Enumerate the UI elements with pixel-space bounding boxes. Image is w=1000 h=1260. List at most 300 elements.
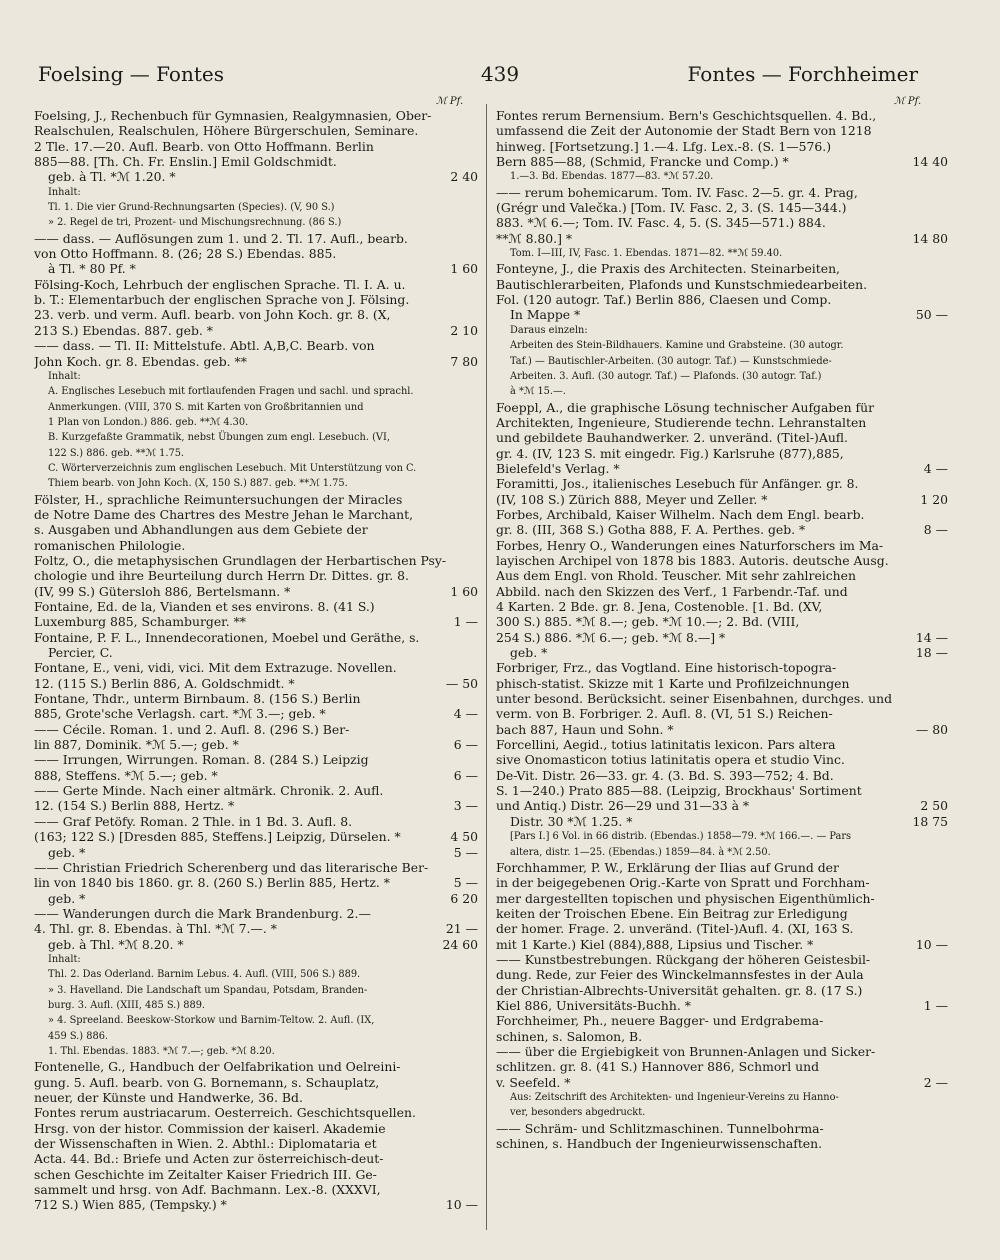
entry-price: 3 — — [453, 798, 478, 814]
catalog-line — [34, 952, 478, 967]
catalog-line — [34, 415, 478, 430]
entry-text: 4. Thl. gr. 8. Ebendas. à Thl. *ℳ 7.—. * — [34, 921, 277, 937]
entry-text: —— über die Ergiebigkeit von Brunnen-Anlagen und Sicker- — [496, 1043, 876, 1059]
catalog-line — [34, 1136, 478, 1151]
catalog-line — [496, 200, 948, 215]
entry-text: —— dass. — Tl. II: Mittelstufe. Abtl. A,B,C. Bearb. von — [34, 338, 375, 354]
entry-text: v. Seefeld. * — [496, 1074, 571, 1090]
entry-text: layischen Archipel von 1878 bis 1883. Autoris. deutsche Ausg. — [496, 552, 889, 568]
catalog-line — [34, 691, 478, 706]
catalog-line — [34, 768, 478, 783]
catalog-line — [496, 307, 948, 322]
catalog-line — [34, 706, 478, 721]
entry-price: 2 — — [923, 1074, 948, 1090]
catalog-line — [34, 139, 478, 154]
entry-text: A. Englisches Lesebuch mit fortlaufenden Fragen und sachl. und sprachl. — [48, 386, 414, 398]
catalog-line — [34, 1121, 478, 1136]
catalog-line — [496, 752, 948, 767]
right-column — [496, 108, 948, 1230]
catalog-line — [496, 783, 948, 798]
entry-text: In Mappe * — [510, 307, 581, 323]
entry-text: Aus dem Engl. von Rhold. Teuscher. Mit sehr zahlreichen — [496, 568, 856, 584]
catalog-line — [496, 507, 948, 522]
entry-text: 4 Karten. 2 Bde. gr. 8. Jena, Costenoble. [1. Bd. (XV, — [496, 599, 823, 614]
catalog-line — [496, 967, 948, 982]
entry-text: —— Gerte Minde. Nach einer altmärk. Chronik. 2. Aufl. — [34, 783, 384, 799]
catalog-line — [496, 568, 948, 583]
entry-text: Foeppl, A., die graphische Lösung technischer Aufgaben für — [496, 399, 875, 415]
entry-text: Thiem bearb. von John Koch. (X, 150 S.) 887. geb. **ℳ 1.75. — [48, 478, 348, 490]
entry-text: Taf.) — Bautischler-Arbeiten. (30 autogr. Taf.) — Kunstschmiede- — [510, 355, 832, 367]
catalog-line — [34, 752, 478, 767]
catalog-line — [34, 323, 478, 338]
entry-text: der Wissenschaften in Wien. 2. Abthl.: Diplomataria et — [34, 1136, 377, 1152]
entry-text: (IV, 99 S.) Gütersloh 886, Bertelsmann. * — [34, 583, 291, 599]
entry-text: 213 S.) Ebendas. 887. geb. * — [34, 322, 213, 338]
entry-text: Kiel 886, Universitäts-Buchh. * — [496, 997, 691, 1013]
catalog-line — [34, 906, 478, 921]
entry-text: **ℳ 8.80.] * — [496, 230, 573, 246]
catalog-line — [496, 384, 948, 399]
catalog-line — [496, 139, 948, 154]
entry-text: 300 S.) 885. *ℳ 8.—; geb. *ℳ 10.—; 2. Bd. (VIII, — [496, 614, 800, 630]
catalog-line — [34, 461, 478, 476]
currency-header-right: ℳ Pf. — [894, 96, 922, 107]
catalog-line — [34, 1013, 478, 1028]
catalog-line — [34, 354, 478, 369]
catalog-line — [496, 538, 948, 553]
catalog-line — [496, 630, 948, 645]
entry-text: 122 S.) 886. geb. **ℳ 1.75. — [48, 447, 185, 459]
entry-text: Forchhammer, P. W., Erklärung der Ilias auf Grund der — [496, 859, 839, 875]
catalog-line — [34, 169, 478, 184]
catalog-line — [496, 476, 948, 491]
catalog-line — [496, 215, 948, 230]
entry-text: Forbes, Henry O., Wanderungen eines Naturforschers im Ma- — [496, 537, 884, 553]
entry-price: 4 — — [453, 706, 478, 722]
catalog-line — [496, 706, 948, 721]
entry-text: Architekten, Ingenieure, Studierende techn. Lehranstalten — [496, 414, 867, 430]
entry-text: schlitzen. gr. 8. (41 S.) Hannover 886, Schmorl und — [496, 1059, 819, 1075]
catalog-line — [34, 630, 478, 645]
entry-text: der Christian-Albrechts-Universität gehalten. gr. 8. (17 S.) — [496, 982, 863, 998]
entry-price: 4 — — [923, 460, 948, 476]
catalog-line — [34, 123, 478, 138]
entry-text: Fonteyne, J., die Praxis des Architecten. Steinarbeiten, — [496, 261, 840, 277]
running-head-right: Fontes — Forchheimer — [687, 62, 918, 86]
entry-text: —— Cécile. Roman. 1. und 2. Aufl. 8. (296 S.) Ber- — [34, 721, 350, 737]
catalog-line — [496, 338, 948, 353]
entry-text: [Pars I.] 6 Vol. in 66 distrib. (Ebendas.) 1858—79. *ℳ 166.—. — Pars — [510, 831, 852, 843]
entry-text: chologie und ihre Beurteilung durch Herrn Dr. Dittes. gr. 8. — [34, 568, 409, 584]
catalog-line — [496, 400, 948, 415]
catalog-line — [34, 814, 478, 829]
entry-text: in der beigegebenen Orig.-Karte von Spratt und Forchham- — [496, 875, 870, 891]
entry-text: (IV, 108 S.) Zürich 888, Meyer und Zeller. * — [496, 491, 768, 507]
catalog-line — [496, 921, 948, 936]
catalog-line — [34, 1044, 478, 1059]
catalog-line — [496, 354, 948, 369]
entry-text: Fontes rerum austriacarum. Oesterreich. Geschichtsquellen. — [34, 1105, 416, 1121]
running-head-left: Foelsing — Fontes — [38, 62, 224, 86]
entry-text: gr. 8. (III, 368 S.) Gotha 888, F. A. Perthes. geb. * — [496, 522, 806, 538]
catalog-line — [34, 937, 478, 952]
entry-text: und Antiq.) Distr. 26—29 und 31—33 à * — [496, 798, 750, 814]
entry-text: —— Graf Petöfy. Roman. 2 Thle. in 1 Bd. 3. Aufl. 8. — [34, 813, 353, 829]
entry-text: S. 1—240.) Prato 885—88. (Leipzig, Brockhaus' Sortiment — [496, 783, 862, 799]
catalog-line — [496, 522, 948, 537]
entry-text: —— rerum bohemicarum. Tom. IV. Fasc. 2—5. gr. 4. Prag, — [496, 184, 858, 200]
catalog-line — [34, 921, 478, 936]
entry-text: schen Geschichte im Zeitalter Kaiser Friedrich III. Ge- — [34, 1166, 377, 1182]
catalog-line — [34, 737, 478, 752]
entry-text: C. Wörterverzeichnis zum englischen Lesebuch. Mit Unterstützung von C. — [48, 462, 417, 474]
entry-text: 1 Plan von London.) 886. geb. **ℳ 4.30. — [48, 416, 249, 428]
entry-text: mer dargestellten topischen und physischen Eigenthümlich- — [496, 890, 875, 906]
catalog-line — [34, 1197, 478, 1212]
catalog-line — [496, 1136, 948, 1151]
catalog-line — [34, 1059, 478, 1074]
entry-text: bach 887, Haun und Sohn. * — [496, 721, 674, 737]
entry-text: (163; 122 S.) [Dresden 885, Steffens.] Leipzig, Dürselen. * — [34, 829, 401, 845]
catalog-line — [496, 952, 948, 967]
entry-text: —— dass. — Auflösungen zum 1. und 2. Tl. 17. Aufl., bearb. — [34, 230, 408, 246]
entry-text: geb. * — [48, 890, 86, 906]
catalog-line — [496, 246, 948, 261]
entry-text: » 3. Havelland. Die Landschaft um Spandau, Potsdam, Branden- — [48, 984, 368, 996]
catalog-line — [496, 1029, 948, 1044]
catalog-line — [34, 584, 478, 599]
catalog-line — [34, 369, 478, 384]
entry-price: — 50 — [445, 675, 478, 691]
entry-text: 12. (154 S.) Berlin 888, Hertz. * — [34, 798, 235, 814]
catalog-line — [34, 246, 478, 261]
catalog-line — [34, 1182, 478, 1197]
entry-price: 18 — — [915, 645, 948, 661]
entry-text: Fontes rerum Bernensium. Bern's Geschichtsquellen. 4. Bd., — [496, 108, 877, 123]
entry-price: 50 — — [915, 307, 948, 323]
entry-text: phisch-statist. Skizze mit 1 Karte und Profilzeichnungen — [496, 675, 850, 691]
entry-text: Aus: Zeitschrift des Architekten- und Ingenieur-Vereins zu Hanno- — [510, 1092, 839, 1103]
entry-text: Acta. 44. Bd.: Briefe und Acten zur österreichisch-deut- — [34, 1151, 384, 1167]
entry-text: John Koch. gr. 8. Ebendas. geb. ** — [34, 353, 247, 369]
entry-price: 10 — — [915, 936, 948, 952]
catalog-line — [34, 1029, 478, 1044]
entry-text: Percier, C. — [48, 645, 113, 661]
catalog-line — [496, 906, 948, 921]
entry-text: Bautischlerarbeiten, Plafonds und Kunstschmiedearbeiten. — [496, 276, 868, 292]
catalog-line — [496, 937, 948, 952]
catalog-line — [34, 1151, 478, 1166]
catalog-line — [34, 1167, 478, 1182]
entry-text: der homer. Frage. 2. unveränd. (Titel-)Aufl. 4. (XI, 163 S. — [496, 921, 854, 937]
entry-text: 459 S.) 886. — [48, 1030, 109, 1042]
entry-text: Thl. 2. Das Oderland. Barnim Lebus. 4. Aufl. (VIII, 506 S.) 889. — [48, 969, 361, 981]
catalog-line — [34, 860, 478, 875]
catalog-line — [496, 231, 948, 246]
entry-price: 1 60 — [450, 261, 478, 277]
column-divider — [486, 104, 487, 1230]
left-column — [34, 108, 478, 1230]
catalog-line — [496, 369, 948, 384]
entry-text: burg. 3. Aufl. (XIII, 485 S.) 889. — [48, 999, 206, 1011]
entry-text: geb. * — [48, 844, 86, 860]
entry-text: hinweg. [Fortsetzung.] 1.—4. Lfg. Lex.-8. (S. 1—576.) — [496, 138, 832, 154]
catalog-line — [34, 798, 478, 813]
entry-text: Inhalt: — [48, 186, 81, 198]
entry-text: schinen, s. Salomon, B. — [496, 1028, 643, 1044]
catalog-line — [496, 860, 948, 875]
entry-price: 5 — — [453, 875, 478, 891]
catalog-line — [496, 814, 948, 829]
entry-text: Fontaine, P. F. L., Innendecorationen, Moebel und Geräthe, s. — [34, 629, 420, 645]
currency-header-left: ℳ Pf. — [436, 96, 464, 107]
entry-text: geb. à Tl. *ℳ 1.20. * — [48, 169, 176, 185]
entry-text: Tl. 1. Die vier Grund-Rechnungsarten (Species). (V, 90 S.) — [48, 202, 335, 214]
entry-price: 5 — — [453, 844, 478, 860]
catalog-line — [34, 829, 478, 844]
catalog-line — [496, 1059, 948, 1074]
entry-price: 21 — — [445, 921, 478, 937]
entry-text: (Grégr und Valečka.) [Tom. IV. Fasc. 2, 3. (S. 145—344.) — [496, 200, 847, 216]
catalog-line — [34, 522, 478, 537]
catalog-line — [496, 1044, 948, 1059]
entry-text: Hrsg. von der histor. Commission der kaiserl. Akademie — [34, 1120, 386, 1136]
catalog-line — [34, 200, 478, 215]
page-number: 439 — [480, 62, 520, 86]
entry-text: 1. Thl. Ebendas. 1883. *ℳ 7.—; geb. *ℳ 8.20. — [48, 1045, 275, 1057]
entry-text: 885, Grote'sche Verlagsh. cart. *ℳ 3.—; geb. * — [34, 706, 326, 722]
catalog-line — [34, 676, 478, 691]
entry-text: Arbeiten. 3. Aufl. (30 autogr. Taf.) — Plafonds. (30 autogr. Taf.) — [510, 370, 822, 382]
entry-text: » 4. Spreeland. Beeskow-Storkow und Barnim-Teltow. 2. Aufl. (IX, — [48, 1015, 375, 1027]
catalog-line — [496, 108, 948, 123]
entry-text: schinen, s. Handbuch der Ingenieurwissenschaften. — [496, 1136, 823, 1152]
catalog-line — [34, 783, 478, 798]
catalog-line — [496, 737, 948, 752]
entry-text: neuer, der Künste und Handwerke, 36. Bd. — [34, 1090, 303, 1105]
catalog-line — [496, 645, 948, 660]
entry-text: geb. * — [510, 645, 548, 661]
entry-text: von Otto Hoffmann. 8. (26; 28 S.) Ebendas. 885. — [34, 246, 337, 262]
entry-text: Inhalt: — [48, 953, 81, 965]
catalog-line — [496, 676, 948, 691]
entry-price: 1 — — [453, 614, 478, 630]
catalog-line — [496, 584, 948, 599]
entry-price: 14 40 — [912, 154, 948, 170]
entry-price: 14 80 — [912, 230, 948, 246]
entry-text: —— Irrungen, Wirrungen. Roman. 8. (284 S.) Leipzig — [34, 752, 369, 768]
entry-text: ver, besonders abgedruckt. — [510, 1107, 646, 1119]
catalog-line — [496, 983, 948, 998]
catalog-line — [34, 400, 478, 415]
entry-text: —— Schräm- und Schlitzmaschinen. Tunnelbohrma- — [496, 1120, 824, 1136]
entry-text: Fontane, E., veni, vidi, vici. Mit dem Extrazuge. Novellen. — [34, 660, 397, 676]
entry-text: Daraus einzeln: — [510, 324, 588, 336]
entry-text: 12. (115 S.) Berlin 886, A. Goldschmidt. * — [34, 675, 295, 691]
entry-text: Fölster, H., sprachliche Reimuntersuchungen der Miracles — [34, 491, 403, 507]
catalog-line — [496, 768, 948, 783]
catalog-line — [34, 446, 478, 461]
catalog-line — [34, 1105, 478, 1120]
entry-text: Foltz, O., die metaphysischen Grundlagen der Herbartischen Psy- — [34, 552, 447, 568]
entry-price: 1 60 — [450, 583, 478, 599]
entry-price: 14 — — [915, 629, 948, 645]
entry-text: B. Kurzgefaßte Grammatik, nebst Übungen zum engl. Lesebuch. (VI, — [48, 432, 390, 444]
entry-price: 1 — — [923, 997, 948, 1013]
catalog-line — [34, 538, 478, 553]
entry-text: gr. 4. (IV, 123 S. mit eingedr. Fig.) Karlsruhe (877),885, — [496, 445, 844, 461]
entry-text: keiten der Troischen Ebene. Ein Beitrag zur Erledigung — [496, 905, 848, 921]
catalog-line — [496, 891, 948, 906]
entry-price: 7 80 — [450, 353, 478, 369]
catalog-line — [34, 875, 478, 890]
entry-text: Anmerkungen. (VIII, 370 S. mit Karten von Großbritannien und — [48, 401, 364, 413]
catalog-line — [34, 983, 478, 998]
entry-text: Inhalt: — [48, 370, 81, 382]
catalog-line — [34, 998, 478, 1013]
catalog-line — [496, 461, 948, 476]
entry-price: 6 — — [453, 767, 478, 783]
catalog-line — [34, 231, 478, 246]
catalog-line — [34, 891, 478, 906]
entry-text: 1.—3. Bd. Ebendas. 1877—83. *ℳ 57.20. — [510, 171, 714, 183]
entry-text: Fontenelle, G., Handbuch der Oelfabrikation und Oelreini- — [34, 1059, 401, 1075]
catalog-line — [496, 829, 948, 844]
entry-text: Fontane, Thdr., unterm Birnbaum. 8. (156 S.) Berlin — [34, 691, 361, 707]
entry-price: 2 10 — [450, 322, 478, 338]
entry-text: 23. verb. und verm. Aufl. bearb. von John Koch. gr. 8. (X, — [34, 307, 391, 323]
entry-text: Realschulen, Realschulen, Höhere Bürgerschulen, Seminare. — [34, 123, 419, 139]
catalog-line — [34, 1075, 478, 1090]
catalog-line — [34, 277, 478, 292]
entry-text: Forbes, Archibald, Kaiser Wilhelm. Nach dem Engl. bearb. — [496, 506, 865, 522]
entry-text: Fol. (120 autogr. Taf.) Berlin 886, Claesen und Comp. — [496, 292, 832, 308]
catalog-line — [34, 660, 478, 675]
entry-text: geb. à Thl. *ℳ 8.20. * — [48, 936, 184, 952]
entry-price: 4 50 — [450, 829, 478, 845]
entry-text: b. T.: Elementarbuch der englischen Sprache von J. Fölsing. — [34, 292, 410, 308]
catalog-line — [34, 108, 478, 123]
entry-text: —— Wanderungen durch die Mark Brandenburg. 2.— — [34, 905, 371, 921]
catalog-line — [496, 1013, 948, 1028]
catalog-line — [496, 1105, 948, 1120]
catalog-line — [496, 492, 948, 507]
entry-price: 2 40 — [450, 169, 478, 185]
entry-text: Fölsing-Koch, Lehrbuch der englischen Sprache. Tl. I. A. u. — [34, 276, 406, 292]
entry-text: de Notre Dame des Chartres des Mestre Jehan le Marchant, — [34, 506, 414, 522]
catalog-line — [496, 845, 948, 860]
catalog-line — [34, 430, 478, 445]
entry-text: romanischen Philologie. — [34, 537, 186, 553]
entry-text: Luxemburg 885, Schamburger. ** — [34, 614, 246, 630]
entry-text: Forchheimer, Ph., neuere Bagger- und Erdgrabema- — [496, 1013, 824, 1029]
entry-text: mit 1 Karte.) Kiel (884),888, Lipsius und Tischer. * — [496, 936, 814, 952]
catalog-line — [496, 169, 948, 184]
entry-text: 888, Steffens. *ℳ 5.—; geb. * — [34, 767, 218, 783]
entry-price: 10 — — [445, 1197, 478, 1213]
entry-price: 2 50 — [920, 798, 948, 814]
entry-text: Bern 885—88, (Schmid, Francke und Comp.) * — [496, 154, 789, 170]
catalog-line — [496, 261, 948, 276]
entry-price: 8 — — [923, 522, 948, 538]
entry-text: Forcellini, Aegid., totius latinitatis lexicon. Pars altera — [496, 737, 836, 753]
catalog-line — [496, 798, 948, 813]
entry-text: De-Vit. Distr. 26—33. gr. 4. (3. Bd. S. 393—752; 4. Bd. — [496, 767, 834, 783]
catalog-line — [496, 614, 948, 629]
entry-price: 6 — — [453, 737, 478, 753]
entry-text: Bielefeld's Verlag. * — [496, 460, 620, 476]
catalog-line — [34, 599, 478, 614]
catalog-line — [34, 292, 478, 307]
catalog-line — [34, 645, 478, 660]
catalog-line — [496, 430, 948, 445]
entry-text: 885—88. [Th. Ch. Fr. Enslin.] Emil Goldschmidt. — [34, 154, 337, 170]
catalog-line — [496, 277, 948, 292]
catalog-line — [34, 338, 478, 353]
catalog-line — [496, 660, 948, 675]
catalog-line — [34, 261, 478, 276]
entry-text: Forbriger, Frz., das Vogtland. Eine historisch-topogra- — [496, 660, 837, 676]
catalog-line — [496, 553, 948, 568]
entry-text: s. Ausgaben und Abhandlungen aus dem Gebiete der — [34, 522, 368, 538]
entry-price: 6 20 — [450, 890, 478, 906]
entry-text: gung. 5. Aufl. bearb. von G. Bornemann, s. Schauplatz, — [34, 1074, 380, 1090]
entry-text: lin 887, Dominik. *ℳ 5.—; geb. * — [34, 737, 239, 753]
entry-text: Fontaine, Ed. de la, Vianden et ses environs. 8. (41 S.) — [34, 599, 375, 614]
catalog-line — [496, 1075, 948, 1090]
entry-text: verm. von B. Forbriger. 2. Aufl. 8. (VI, 51 S.) Reichen- — [496, 706, 833, 722]
entry-text: —— Christian Friedrich Scherenberg und das literarische Ber- — [34, 859, 429, 875]
entry-text: Foramitti, Jos., italienisches Lesebuch für Anfänger. gr. 8. — [496, 476, 859, 492]
entry-text: Arbeiten des Stein-Bildhauers. Kamine und Grabsteine. (30 autogr. — [510, 340, 844, 352]
catalog-line — [496, 1090, 948, 1105]
entry-text: Distr. 30 *ℳ 1.25. * — [510, 813, 633, 829]
entry-text: sammelt und hrsg. von Adf. Bachmann. Lex.-8. (XXXVI, — [34, 1182, 381, 1198]
catalog-line — [496, 599, 948, 614]
entry-text: sive Onomasticon totius latinitatis opera et studio Vinc. — [496, 752, 845, 768]
catalog-line — [496, 875, 948, 890]
catalog-line — [34, 614, 478, 629]
catalog-line — [496, 323, 948, 338]
catalog-line — [34, 154, 478, 169]
entry-text: » 2. Regel de tri, Prozent- und Mischungsrechnung. (86 S.) — [48, 217, 342, 229]
catalog-line — [496, 1121, 948, 1136]
entry-text: à *ℳ 15.—. — [510, 386, 566, 398]
catalog-line — [34, 845, 478, 860]
catalog-line — [496, 123, 948, 138]
catalog-line — [34, 507, 478, 522]
entry-text: und gebildete Bauhandwerker. 2. unveränd. (Titel-)Aufl. — [496, 430, 849, 446]
catalog-line — [34, 384, 478, 399]
catalog-line — [34, 492, 478, 507]
entry-text: lin von 1840 bis 1860. gr. 8. (260 S.) Berlin 885, Hertz. * — [34, 875, 390, 891]
entry-text: 883. *ℳ 6.—; Tom. IV. Fasc. 4, 5. (S. 345—571.) 884. — [496, 215, 826, 231]
entry-text: Abbild. nach den Skizzen des Verf., 1 Farbendr.-Taf. und — [496, 583, 848, 599]
catalog-line — [496, 446, 948, 461]
catalog-line — [34, 967, 478, 982]
catalog-line — [496, 185, 948, 200]
entry-text: altera, distr. 1—25. (Ebendas.) 1859—84. à *ℳ 2.50. — [510, 846, 771, 858]
catalog-line — [496, 691, 948, 706]
entry-text: 2 Tle. 17.—20. Aufl. Bearb. von Otto Hoffmann. Berlin — [34, 138, 374, 154]
entry-price: — 80 — [915, 721, 948, 737]
entry-text: 254 S.) 886. *ℳ 6.—; geb. *ℳ 8.—] * — [496, 629, 726, 645]
catalog-line — [496, 722, 948, 737]
entry-price: 18 75 — [912, 813, 948, 829]
entry-price: 1 20 — [920, 491, 948, 507]
catalog-line — [34, 215, 478, 230]
